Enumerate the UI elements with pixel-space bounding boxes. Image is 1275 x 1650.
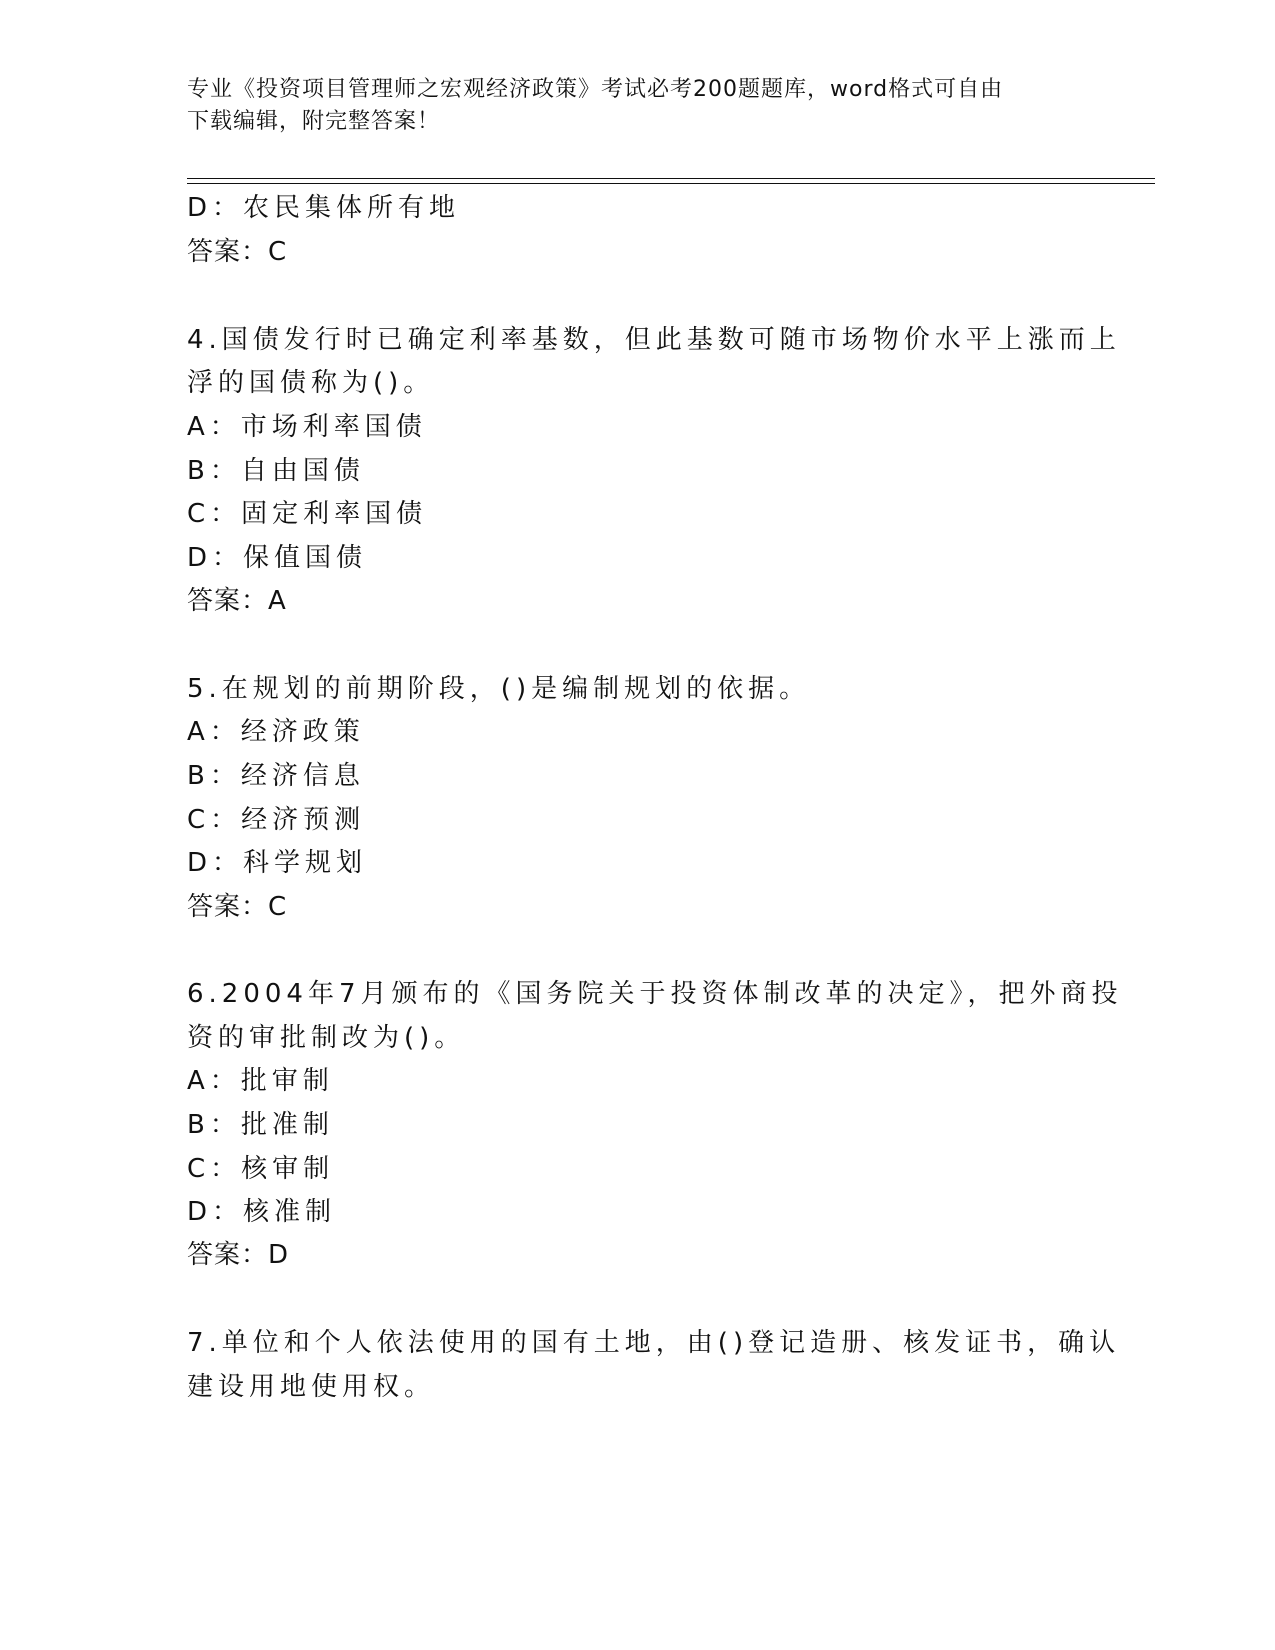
- header-line-1: 专业《投资项目管理师之宏观经济政策》考试必考200题题库，word格式可自由: [187, 77, 1004, 102]
- q4-option-c: C：固定利率国债: [187, 499, 428, 529]
- q4-stem-line-2: 浮的国债称为()。: [187, 368, 435, 398]
- q5-option-b: B：经济信息: [187, 761, 365, 791]
- q7-stem-line-1: 7.单位和个人依法使用的国有土地，由()登记造册、核发证书，确认: [187, 1328, 1121, 1358]
- header-line-2: 下载编辑，附完整答案！: [187, 109, 441, 134]
- q5-option-c: C：经济预测: [187, 805, 366, 835]
- header-divider-top: [187, 178, 1155, 179]
- q6-answer: 答案：D: [187, 1240, 290, 1270]
- q3-option-d: D：农民集体所有地: [187, 193, 461, 223]
- q4-option-d: D：保值国债: [187, 543, 368, 573]
- q6-stem-line-1: 6.2004年7月颁布的《国务院关于投资体制改革的决定》，把外商投: [187, 979, 1123, 1009]
- q6-option-d: D：核准制: [187, 1197, 337, 1227]
- header-divider-bottom: [187, 183, 1155, 184]
- q4-option-a: A：市场利率国债: [187, 412, 427, 442]
- q6-option-c: C：核审制: [187, 1154, 335, 1184]
- q6-stem-line-2: 资的审批制改为()。: [187, 1023, 466, 1053]
- q4-option-b: B：自由国债: [187, 456, 365, 486]
- document-header: [187, 74, 1067, 138]
- q4-answer: 答案：A: [187, 586, 287, 616]
- q6-option-b: B：批准制: [187, 1110, 334, 1140]
- q6-option-a: A：批审制: [187, 1066, 334, 1096]
- q3-answer: 答案：C: [187, 237, 288, 267]
- q5-option-d: D：科学规划: [187, 848, 368, 878]
- q5-answer: 答案：C: [187, 892, 288, 922]
- q7-stem-line-2: 建设用地使用权。: [187, 1372, 436, 1402]
- q4-stem-line-1: 4.国债发行时已确定利率基数，但此基数可随市场物价水平上涨而上: [187, 325, 1121, 355]
- q5-stem-line-1: 5.在规划的前期阶段，()是编制规划的依据。: [187, 674, 811, 704]
- q5-option-a: A：经济政策: [187, 717, 365, 747]
